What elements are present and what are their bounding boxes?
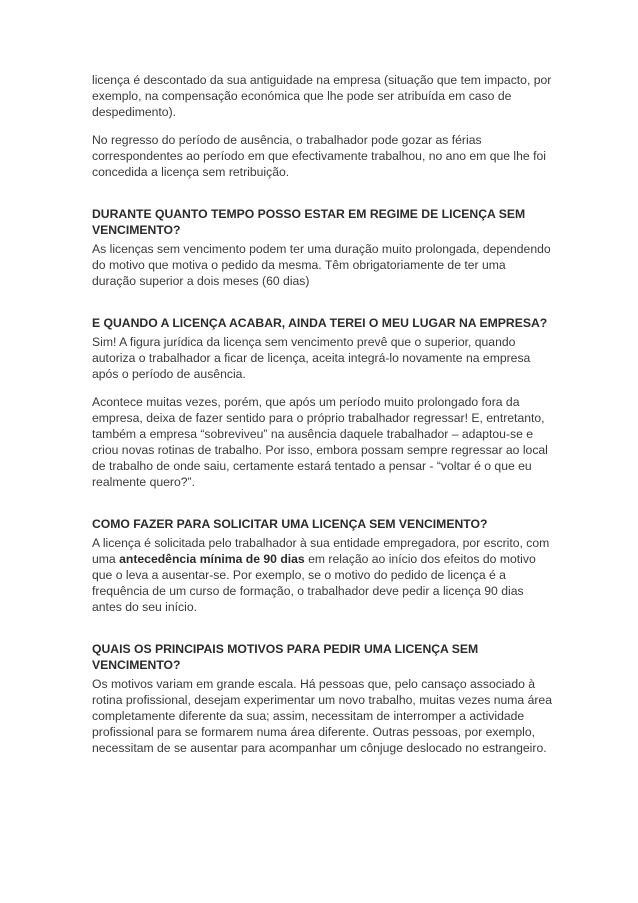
document-page [92,72,552,756]
paragraph-how-to-request [92,535,552,615]
heading-return-to-job: E QUANDO A LICENÇA ACABAR, AINDA TEREI O MEU LUGAR NA EMPRESA? [92,316,548,330]
request-text-start: A licença é solicitada pelo trabalhador à sua entidade empregadora, por escrito, com uma [92,536,550,566]
minimum-notice-highlight: antecedência mínima de 90 dias [119,552,305,566]
heading-duration: DURANTE QUANTO TEMPO POSSO ESTAR EM REGIME DE LICENÇA SEM VENCIMENTO? [92,207,526,237]
paragraph-long-absence: Acontece muitas vezes, porém, que após um período muito prolongado fora da empresa, deixa de fazer sentido para o próprio trabalhador regressar! E, entretanto, também a empresa “sobreviveu” na ausência daquele trabalhador – adaptou-se e criou novas rotinas de trabalho. Por isso, embora possam sempre regressar ao local de trabalho de onde saiu, certamente estará tentado a pensar - “voltar é o que eu realmente quero?”. [92,395,548,489]
paragraph-main-reasons: Os motivos variam em grande escala. Há pessoas que, pelo cansaço associado à rotina profissional, desejam experimentar um novo trabalho, muitas vezes numa área completamente diferente da sua; assim, necessitam de interromper a actividade profissional para se formarem numa área diferente. Outras pessoas, por exemplo, necessitam de se ausentar para acompanhar um cônjuge deslocado no estrangeiro. [92,677,552,755]
heading-how-to-request: COMO FAZER PARA SOLICITAR UMA LICENÇA SEM VENCIMENTO? [92,517,488,531]
paragraph-duration: As licenças sem vencimento podem ter uma duração muito prolongada, dependendo do motivo que motiva o pedido da mesma. Têm obrigatoriamente de ter uma duração superior a dois meses (60 dias) [92,242,551,288]
request-text-end: em relação ao início dos efeitos do motivo que o leva a ausentar-se. Por exemplo, se o motivo do pedido de licença é a frequência de um curso de formação, o trabalhador deve pedir a licença 90 dias antes do seu início. [92,552,536,614]
paragraph-leave-seniority: licença é descontado da sua antiguidade na empresa (situação que tem impacto, por exemplo, na compensação económica que lhe pode ser atribuída em caso de despedimento). [92,73,552,119]
heading-main-reasons: QUAIS OS PRINCIPAIS MOTIVOS PARA PEDIR UMA LICENÇA SEM VENCIMENTO? [92,642,479,672]
paragraph-return-holidays: No regresso do período de ausência, o trabalhador pode gozar as férias correspondentes ao período em que efectivamente trabalhou, no ano em que lhe foi concedida a licença sem retribuição. [92,133,546,179]
paragraph-reintegration: Sim! A figura jurídica da licença sem vencimento prevê que o superior, quando autoriza o trabalhador a ficar de licença, aceita integrá-lo novamente na empresa após o período de ausência. [92,335,531,381]
